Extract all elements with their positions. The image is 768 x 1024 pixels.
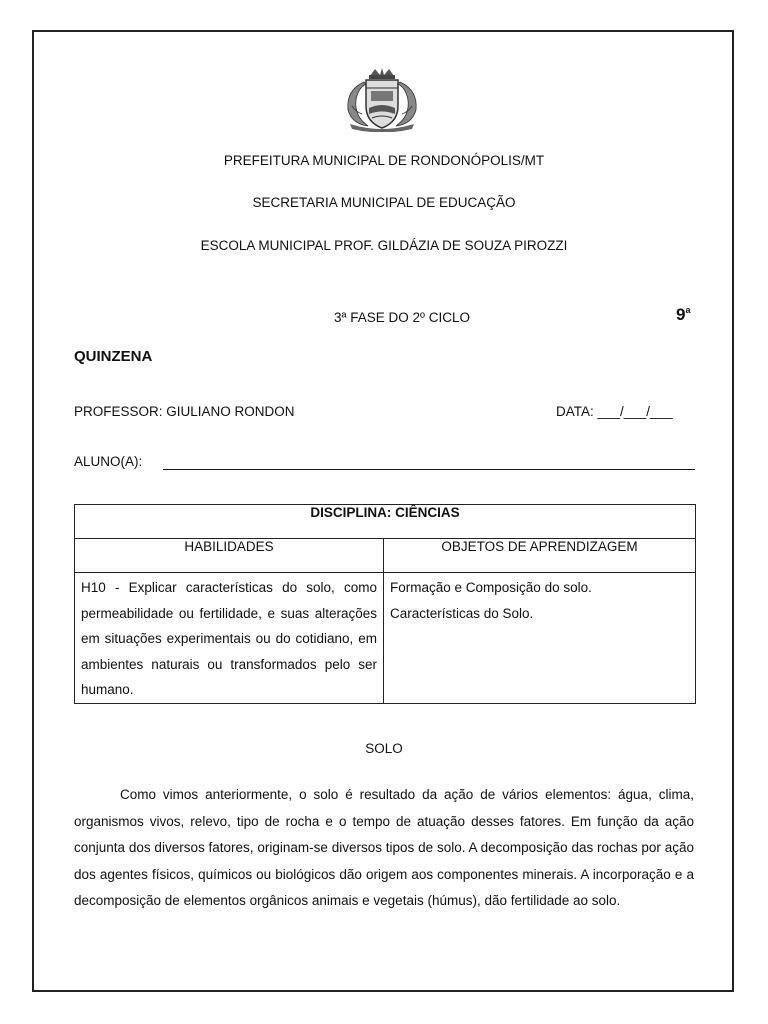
header-prefeitura: PREFEITURA MUNICIPAL DE RONDONÓPOLIS/MT xyxy=(223,153,545,168)
table-title: DISCIPLINA: CIÊNCIAS xyxy=(75,505,696,539)
body-paragraph: Como vimos anteriormente, o solo é resultado da ação de vários elementos: água, clima, organismos vivos, relevo, tipo de rocha e o tempo de atuação desses fatores. Em função da ação conjunta dos diversos fatores, originam-se diversos tipos de solo. A decomposição das rochas por ação dos agentes físicos, químicos ou biológicos dão origem aos componentes minerais. A incorporação e a decomposição de elementos orgânicos animais e vegetais (húmus), dão fertilidade ao solo. xyxy=(74,787,694,908)
professor-label: PROFESSOR: GIULIANO RONDON xyxy=(74,404,295,419)
habilidade-cell: H10 - Explicar características do solo, como permeabilidade ou fertilidade, e suas alterações em situações experimentais ou do cotidiano, em ambientes naturais ou transformados pelo ser humano. xyxy=(75,573,384,704)
objeto-item: Características do Solo. xyxy=(390,605,534,621)
section-title: SOLO xyxy=(365,741,403,756)
student-label: ALUNO(A): xyxy=(74,454,143,469)
student-name-line xyxy=(163,469,695,470)
objetos-header: OBJETOS DE APRENDIZAGEM xyxy=(384,539,696,573)
objeto-item: Formação e Composição do solo. xyxy=(390,580,592,595)
header-secretaria: SECRETARIA MUNICIPAL DE EDUCAÇÃO xyxy=(252,195,516,210)
phase-number-sup: a xyxy=(685,305,691,315)
date-field: DATA: ___/___/___ xyxy=(556,404,673,419)
phase-number xyxy=(676,305,690,325)
habilidades-header: HABILIDADES xyxy=(75,539,384,573)
municipal-coat-of-arms-icon xyxy=(342,66,422,132)
quinzena-label: QUINZENA xyxy=(74,348,153,365)
curriculum-table xyxy=(74,504,696,704)
header-escola: ESCOLA MUNICIPAL PROF. GILDÁZIA DE SOUZA PIROZZI xyxy=(200,238,568,253)
phase-number-value: 9 xyxy=(676,305,686,324)
objetos-cell xyxy=(384,573,696,704)
phase-label: 3ª FASE DO 2º CICLO xyxy=(334,310,470,325)
